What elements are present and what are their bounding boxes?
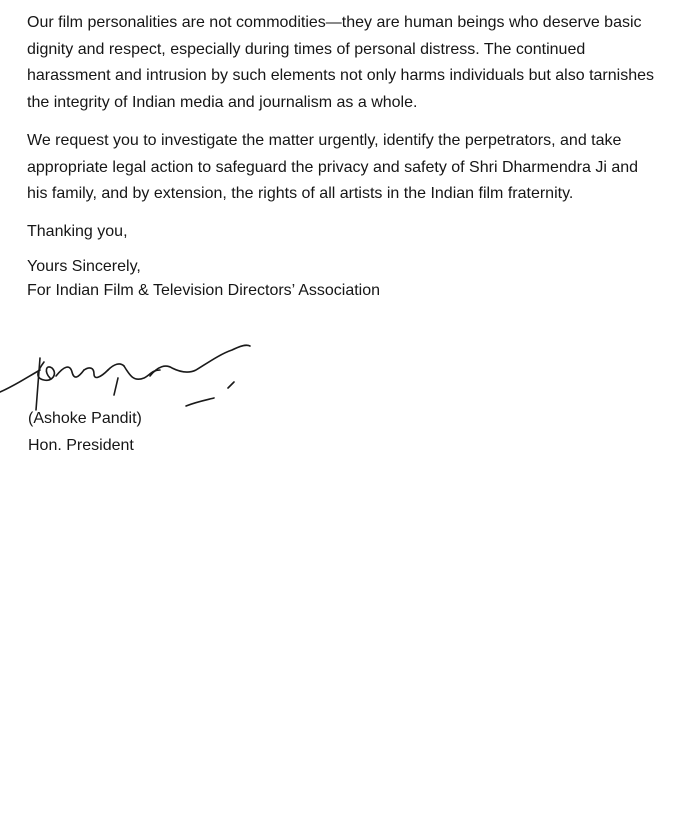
paragraph-request: We request you to investigate the matter urgently, identify the perpetrators, and take appropriate legal action to safeguard the privacy and safety of Shri Dharmendra Ji and his family, and by extension, the rights of all artists in the Indian film fraternity. xyxy=(27,132,639,202)
thanking-line: Thanking you, xyxy=(27,222,128,240)
closing-salutation: Yours Sincerely, xyxy=(27,257,141,275)
signatory-name: (Ashoke Pandit) xyxy=(28,410,142,427)
signatory-block xyxy=(28,405,142,459)
handwritten-signature xyxy=(0,340,270,415)
organization-line: For Indian Film & Television Directors’ Association xyxy=(27,281,381,299)
letter-body xyxy=(27,10,657,303)
paragraph-dignity: Our film personalities are not commodities—they are human beings who deserve basic dignity and respect, especially during times of personal distress. The continued harassment and intrusion by such elements not only harms individuals but also tarnishes the integrity of Indian media and journalism as a whole. xyxy=(27,14,654,111)
signatory-title: Hon. President xyxy=(28,437,134,454)
